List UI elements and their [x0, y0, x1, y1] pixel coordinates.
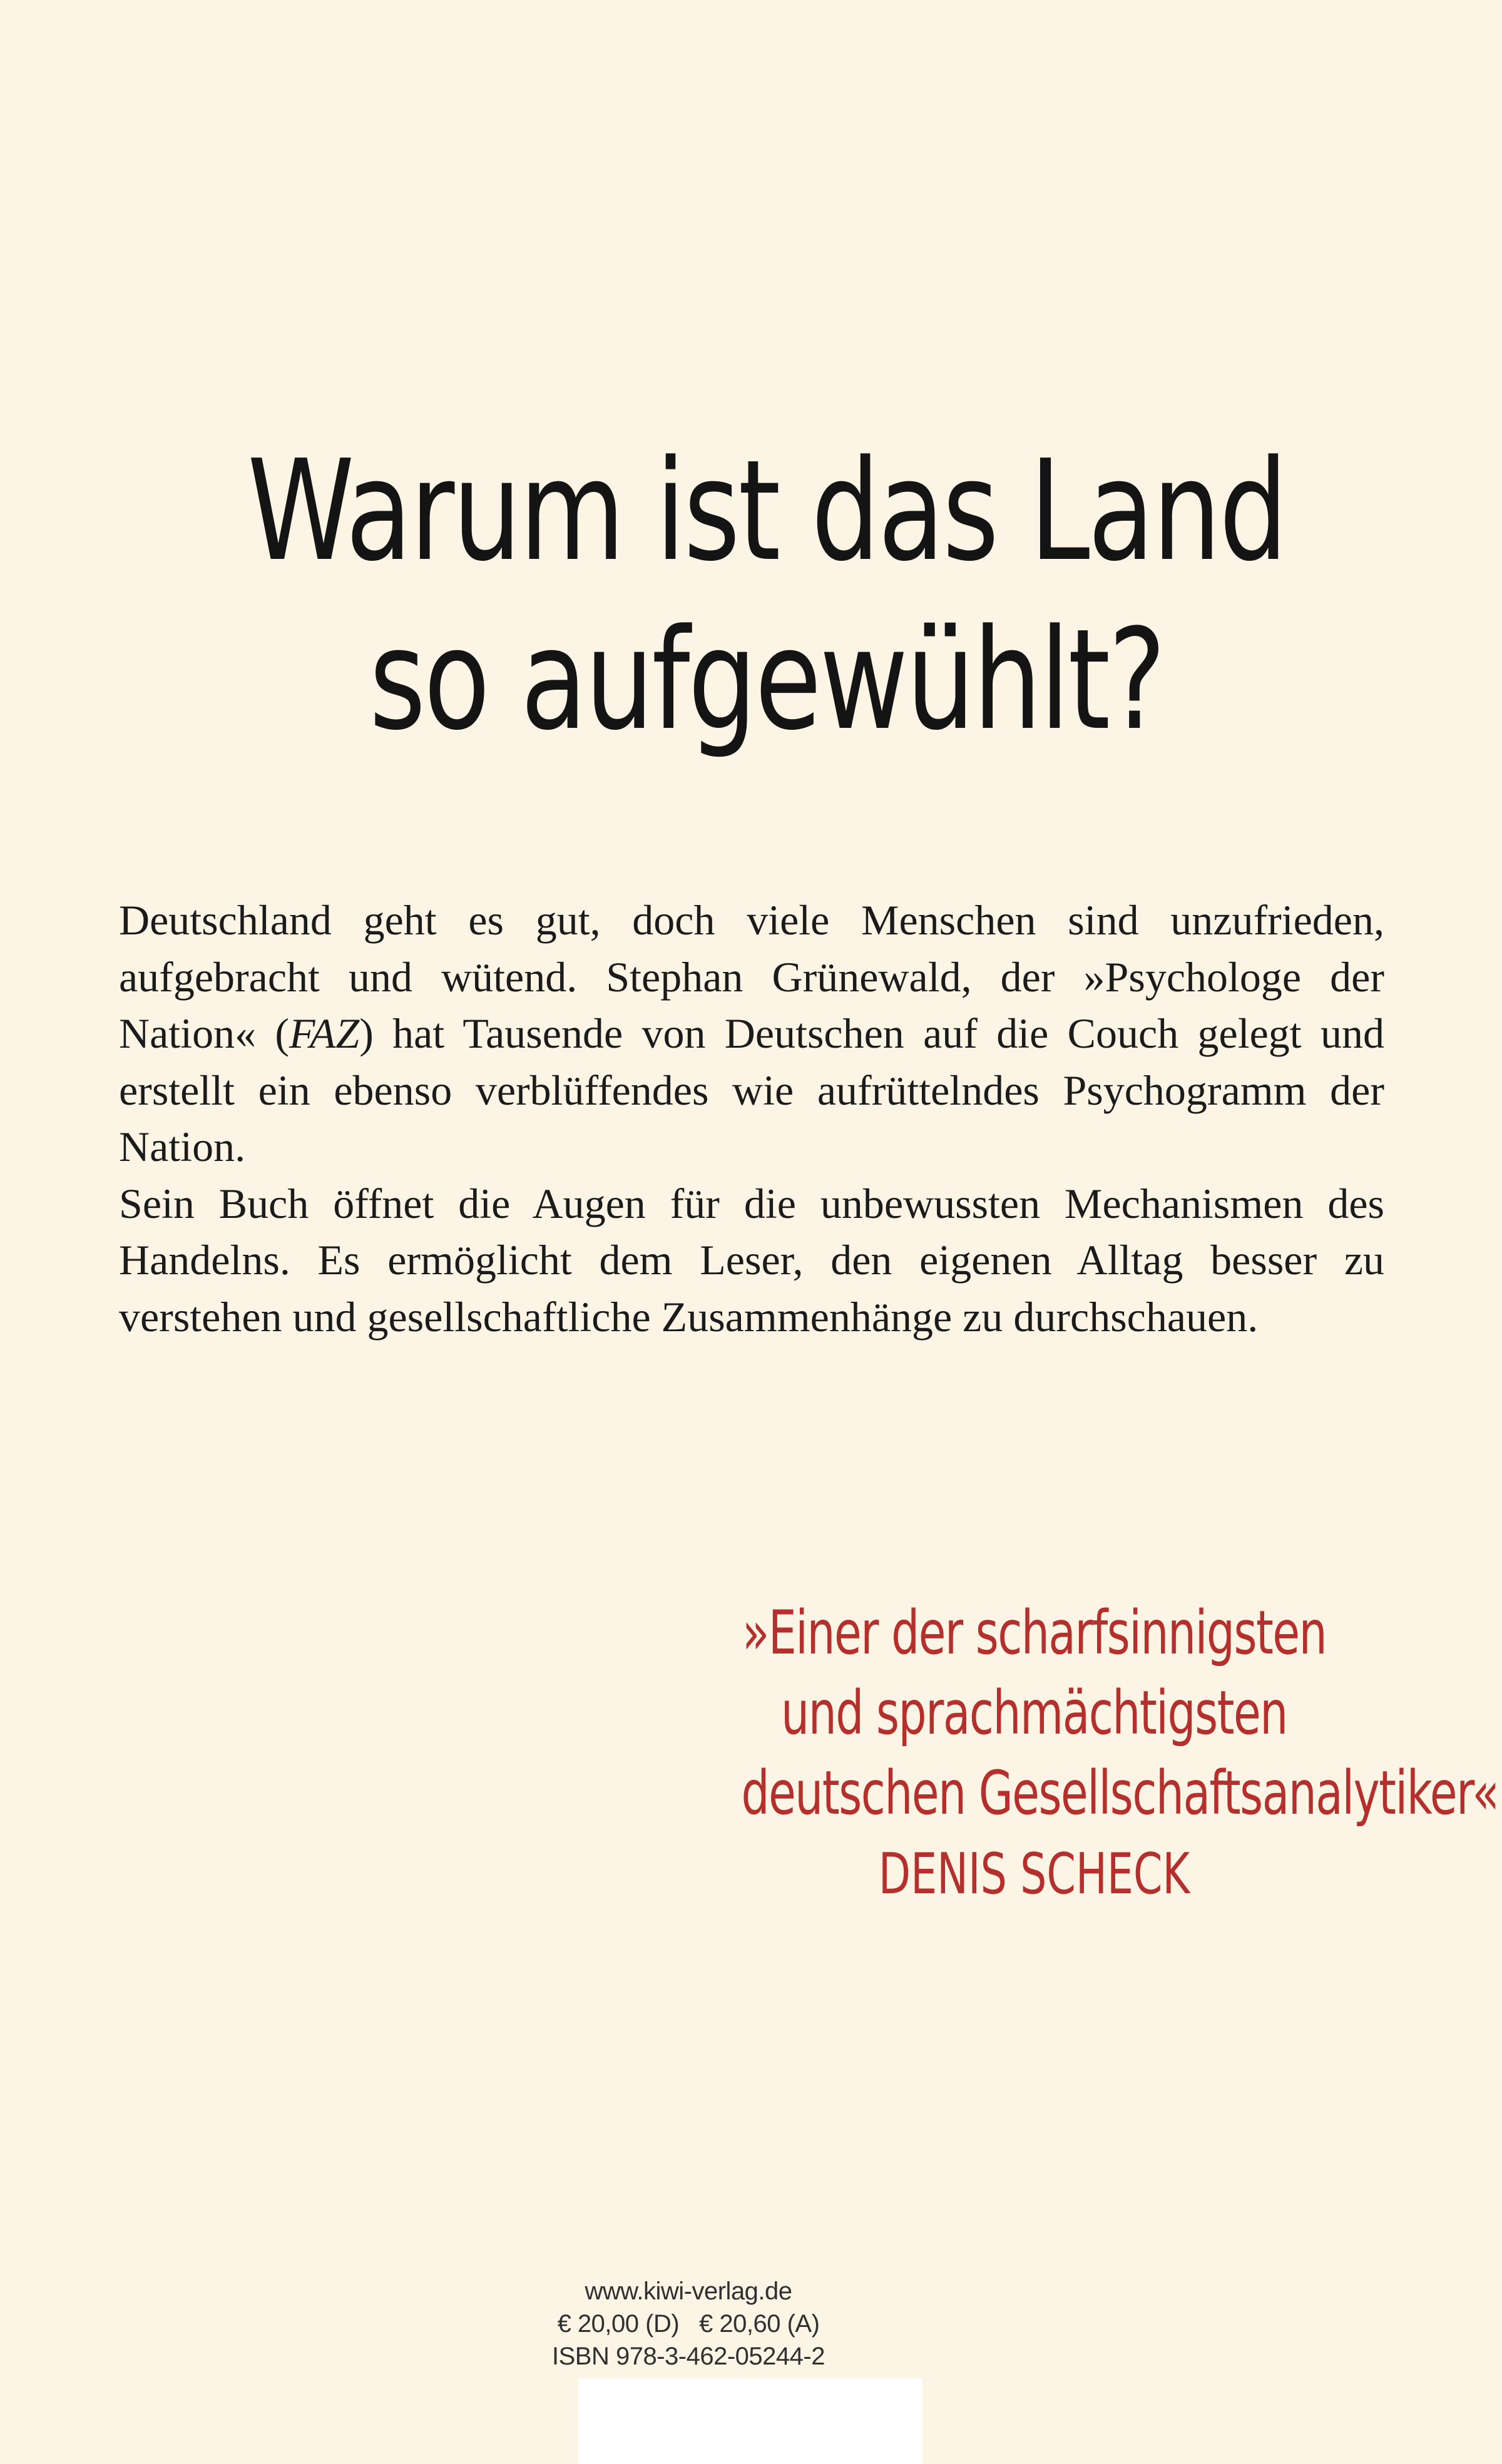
price-info: € 20,00 (D) € 20,60 (A) — [557, 2310, 820, 2338]
blurb-paragraph-1 — [119, 892, 1384, 1175]
quote-line-2: und sprachmächtigsten — [781, 1678, 1287, 1748]
publisher-website: www.kiwi-verlag.de — [585, 2277, 792, 2305]
blurb-text — [119, 892, 1384, 1345]
blurb-paragraph-2: Sein Buch öffnet die Augen für die unbewussten Mechanismen des Handelns. Es ermöglicht dem Leser, den eigenen Alltag besser zu verstehen und gesellschaftliche Zusammenhänge zu durchschauen. — [119, 1179, 1384, 1341]
headline — [169, 427, 1365, 765]
headline-line-2: so aufgewühlt? — [369, 600, 1164, 761]
barcode-area — [578, 2378, 922, 2464]
imprint-info — [501, 2275, 876, 2373]
quote-line-1: »Einer der scharfsinnigsten — [742, 1598, 1327, 1668]
blurb-paragraph-1-end: ) hat Tausende von Deutschen auf die Couch gelegt und erstellt ein ebenso verblüffendes wie aufrüttelndes Psychogramm der Nation. — [119, 1010, 1384, 1170]
headline-line-1: Warum ist das Land — [247, 431, 1286, 592]
isbn-number: ISBN 978-3-462-05244-2 — [552, 2343, 825, 2370]
blurb-source-faz: FAZ — [289, 1010, 360, 1057]
blurb-paragraph-1-start: Deutschland geht es gut, doch viele Menschen sind unzufrieden, aufgebracht und wütend. Stephan Grünewald, der »Psychologe der Nation« ( — [119, 896, 1384, 1057]
quote-line-3: deutschen Gesellschaftsanalytiker« — [741, 1758, 1499, 1828]
quote-author: DENIS SCHECK — [878, 1841, 1190, 1907]
review-quote — [741, 1593, 1499, 1914]
